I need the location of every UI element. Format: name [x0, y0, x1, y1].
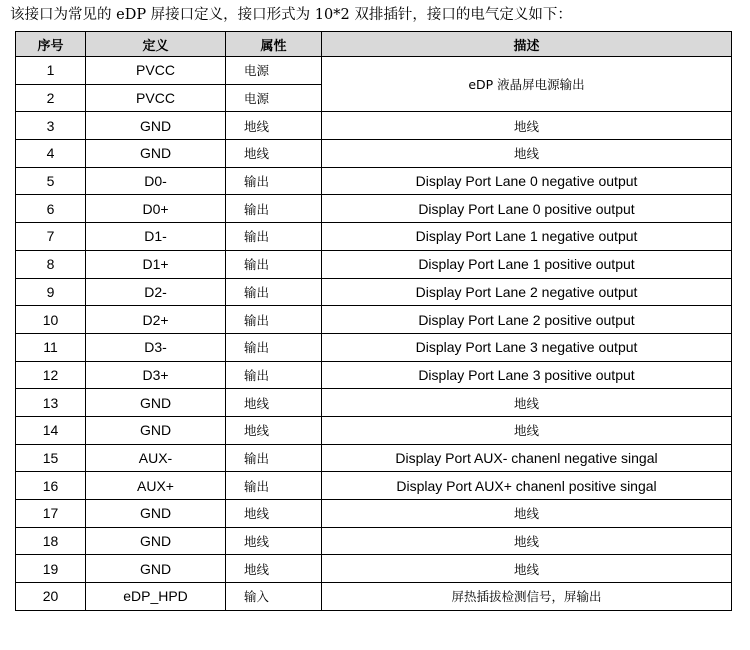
table-row — [16, 250, 732, 278]
table-body — [16, 57, 732, 611]
pin-number-cell: 19 — [16, 555, 86, 583]
table-row — [16, 361, 732, 389]
table-row — [16, 306, 732, 334]
table-row — [16, 527, 732, 555]
pin-description-cell: Display Port Lane 0 negative output — [322, 167, 732, 195]
pin-number-cell: 11 — [16, 333, 86, 361]
pin-description-cell: eDP 液晶屏电源输出 — [322, 57, 732, 112]
table-row — [16, 57, 732, 85]
pin-definition-cell: GND — [86, 389, 226, 417]
pin-description-cell: Display Port Lane 3 positive output — [322, 361, 732, 389]
pin-description-cell: Display Port AUX+ chanenl positive singal — [322, 472, 732, 500]
pin-attribute-cell: 地线 — [226, 112, 322, 140]
pin-number-cell: 6 — [16, 195, 86, 223]
pin-description-cell: Display Port Lane 3 negative output — [322, 333, 732, 361]
table-row — [16, 167, 732, 195]
pin-attribute-cell: 输出 — [226, 195, 322, 223]
pin-number-cell: 14 — [16, 416, 86, 444]
pin-attribute-cell: 输出 — [226, 278, 322, 306]
pin-description-cell: 地线 — [322, 500, 732, 528]
pin-definition-cell: AUX+ — [86, 472, 226, 500]
pin-definition-cell: D1+ — [86, 250, 226, 278]
table-row — [16, 555, 732, 583]
pin-definition-cell: GND — [86, 555, 226, 583]
pin-attribute-cell: 输出 — [226, 444, 322, 472]
table-row — [16, 583, 732, 611]
table-row — [16, 500, 732, 528]
pin-definition-cell: AUX- — [86, 444, 226, 472]
table-row — [16, 195, 732, 223]
pin-attribute-cell: 输出 — [226, 223, 322, 251]
pin-definition-cell: D1- — [86, 223, 226, 251]
table-row — [16, 416, 732, 444]
pin-definition-cell: GND — [86, 112, 226, 140]
table-row — [16, 278, 732, 306]
pin-definition-cell: D3+ — [86, 361, 226, 389]
pin-attribute-cell: 地线 — [226, 140, 322, 168]
pin-definition-cell: D2- — [86, 278, 226, 306]
pin-attribute-cell: 地线 — [226, 555, 322, 583]
pin-definition-cell: GND — [86, 416, 226, 444]
pin-definition-cell: PVCC — [86, 57, 226, 85]
pin-description-cell: Display Port Lane 0 positive output — [322, 195, 732, 223]
pin-attribute-cell: 地线 — [226, 527, 322, 555]
pin-description-cell: 地线 — [322, 555, 732, 583]
pin-definition-cell: D0- — [86, 167, 226, 195]
pin-number-cell: 12 — [16, 361, 86, 389]
pin-number-cell: 20 — [16, 583, 86, 611]
pin-number-cell: 10 — [16, 306, 86, 334]
pin-attribute-cell: 输出 — [226, 472, 322, 500]
pin-number-cell: 9 — [16, 278, 86, 306]
pin-number-cell: 4 — [16, 140, 86, 168]
pin-attribute-cell: 地线 — [226, 500, 322, 528]
pin-description-cell: 地线 — [322, 140, 732, 168]
pin-description-cell: 地线 — [322, 416, 732, 444]
pin-attribute-cell: 输出 — [226, 306, 322, 334]
pin-description-cell: Display Port Lane 2 positive output — [322, 306, 732, 334]
pin-description-cell: 地线 — [322, 389, 732, 417]
pin-number-cell: 13 — [16, 389, 86, 417]
pin-definition-cell: GND — [86, 140, 226, 168]
pin-attribute-cell: 地线 — [226, 389, 322, 417]
header-attribute: 属性 — [226, 32, 322, 57]
pin-attribute-cell: 电源 — [226, 57, 322, 85]
pin-description-cell: 屏热插拔检测信号，屏输出 — [322, 583, 732, 611]
pin-number-cell: 5 — [16, 167, 86, 195]
pin-description-cell: Display Port Lane 1 negative output — [322, 223, 732, 251]
header-index: 序号 — [16, 32, 86, 57]
table-row — [16, 333, 732, 361]
pin-description-cell: 地线 — [322, 527, 732, 555]
pin-number-cell: 1 — [16, 57, 86, 85]
table-row — [16, 389, 732, 417]
pin-number-cell: 3 — [16, 112, 86, 140]
intro-paragraph: 该接口为常见的 eDP 屏接口定义，接口形式为 10*2 双排插针，接口的电气定义如下： — [10, 7, 572, 23]
header-description: 描述 — [322, 32, 732, 57]
pin-description-cell: Display Port Lane 1 positive output — [322, 250, 732, 278]
pin-attribute-cell: 输出 — [226, 167, 322, 195]
pin-definition-cell: GND — [86, 500, 226, 528]
pin-definition-cell: D3- — [86, 333, 226, 361]
pin-attribute-cell: 地线 — [226, 416, 322, 444]
table-row — [16, 112, 732, 140]
pin-attribute-cell: 电源 — [226, 84, 322, 112]
pin-number-cell: 7 — [16, 223, 86, 251]
pin-number-cell: 17 — [16, 500, 86, 528]
pin-attribute-cell: 输出 — [226, 250, 322, 278]
table-row — [16, 472, 732, 500]
table-header-row — [16, 32, 732, 57]
pin-definition-cell: PVCC — [86, 84, 226, 112]
pin-number-cell: 2 — [16, 84, 86, 112]
pin-description-cell: Display Port AUX- chanenl negative singal — [322, 444, 732, 472]
pin-definition-cell: eDP_HPD — [86, 583, 226, 611]
pin-definition-cell: D2+ — [86, 306, 226, 334]
pin-number-cell: 18 — [16, 527, 86, 555]
pin-number-cell: 8 — [16, 250, 86, 278]
pin-attribute-cell: 输入 — [226, 583, 322, 611]
pin-attribute-cell: 输出 — [226, 333, 322, 361]
table-row — [16, 444, 732, 472]
pin-attribute-cell: 输出 — [226, 361, 322, 389]
pin-description-cell: Display Port Lane 2 negative output — [322, 278, 732, 306]
pin-number-cell: 16 — [16, 472, 86, 500]
table-row — [16, 140, 732, 168]
pin-description-cell: 地线 — [322, 112, 732, 140]
pin-definition-cell: GND — [86, 527, 226, 555]
header-definition: 定义 — [86, 32, 226, 57]
pin-definition-table — [15, 31, 732, 611]
pin-definition-cell: D0+ — [86, 195, 226, 223]
pin-number-cell: 15 — [16, 444, 86, 472]
table-row — [16, 223, 732, 251]
